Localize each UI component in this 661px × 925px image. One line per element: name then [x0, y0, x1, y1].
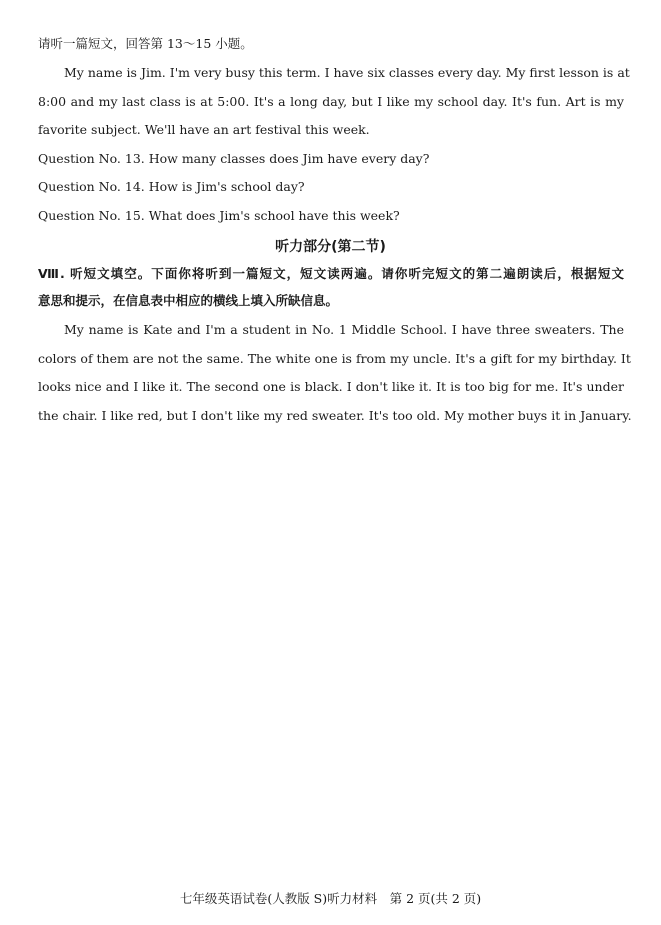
- passage2-line-1: My name is Kate and I'm a student in No. 1 Middle School. I have three sweaters. The: [64, 322, 624, 337]
- question-13: Question No. 13. How many classes does Jim have every day?: [38, 151, 430, 166]
- section1-intro: 请听一篇短文，回答第 13～15 小题。: [38, 36, 253, 51]
- passage1-line-3: favorite subject. We'll have an art festival this week.: [38, 122, 370, 137]
- passage2-line-3: looks nice and I like it. The second one is black. I don't like it. It is too big for me. It's under: [38, 379, 624, 394]
- section2-instruction-line-2: 意思和提示，在信息表中相应的横线上填入所缺信息。: [38, 293, 339, 308]
- passage2-line-2: colors of them are not the same. The white one is from my uncle. It's a gift for my birthday. It: [38, 351, 631, 366]
- passage1-line-2: 8:00 and my last class is at 5:00. It's a long day, but I like my school day. It's fun. Art is my: [38, 94, 624, 109]
- passage1-line-1: My name is Jim. I'm very busy this term. I have six classes every day. My first lesson is at: [64, 65, 630, 80]
- question-14: Question No. 14. How is Jim's school day?: [38, 179, 305, 194]
- question-15: Question No. 15. What does Jim's school have this week?: [38, 208, 400, 223]
- section2-title: 听力部分(第二节): [275, 239, 386, 255]
- page-footer: 七年级英语试卷(人教版 S)听力材料 第 2 页(共 2 页): [179, 891, 482, 906]
- passage2-line-4: the chair. I like red, but I don't like my red sweater. It's too old. My mother buys it in January.: [38, 408, 632, 423]
- section2-instruction-line-1: Ⅷ. 听短文填空。下面你将听到一篇短文，短文读两遍。请你听完短文的第二遍朗读后，根据短文: [38, 266, 624, 281]
